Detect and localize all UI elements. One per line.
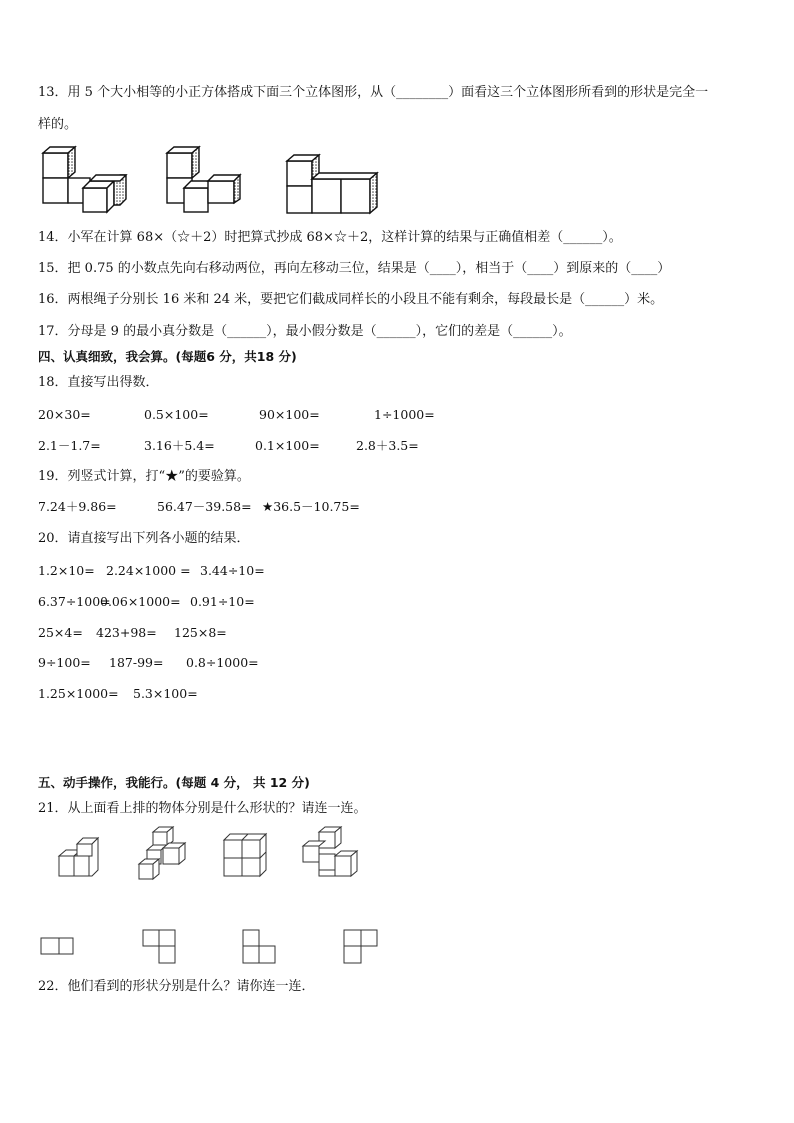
q21-top-view-shapes — [38, 928, 388, 968]
q18-title: 18．直接写出得数． — [38, 375, 159, 390]
q13-line2: 样的。 — [38, 117, 78, 132]
q13-cube-figures — [38, 143, 388, 218]
q15: 15．把 0.75 的小数点先向右移动两位，再向左移动三位，结果是（____），相当于（____）到原来的（____） — [38, 261, 671, 276]
section-5-heading: 五、动手操作，我能行。(每题 4 分， 共 12 分) — [38, 775, 310, 790]
q20-r1-c2: 2.24×1000 = — [106, 563, 191, 578]
q18-r2-c3: 0.1×100= — [255, 438, 320, 453]
q17: 17．分母是 9 的最小真分数是（______），最小假分数是（______），它们的差是（______）。 — [38, 324, 572, 339]
q20-r4-c2: 187-99= — [109, 655, 164, 670]
q21-object-2 — [139, 827, 185, 879]
q20-r2-c1: 6.37÷100= — [38, 594, 111, 609]
q20-r3-c3: 125×8= — [174, 625, 227, 640]
q22-title: 22．他们看到的形状分别是什么？请你连一连． — [38, 979, 315, 994]
q20-r5-c2: 5.3×100= — [133, 686, 198, 701]
q19-c3: ★36.5－10.75= — [262, 499, 360, 514]
q21-shape-4 — [344, 930, 377, 963]
q20-r2-c2: 0.06×1000= — [100, 594, 181, 609]
q20-r3-c1: 25×4= — [38, 625, 83, 640]
q21-object-3 — [224, 834, 266, 876]
q19-c1: 7.24＋9.86= — [38, 499, 117, 514]
cube-figure-3 — [287, 155, 377, 213]
q18-r1-c3: 90×100= — [259, 407, 320, 422]
q16: 16．两根绳子分别长 16 米和 24 米，要把它们截成同样长的小段且不能有剩余，每段最长是（______）米。 — [38, 292, 664, 307]
q21-shape-3 — [243, 930, 275, 963]
q20-r2-c3: 0.91÷10= — [190, 594, 255, 609]
q20-r5-c1: 1.25×1000= — [38, 686, 119, 701]
q21-cube-objects — [55, 826, 365, 886]
q14: 14．小军在计算 68×（☆＋2）时把算式抄成 68×☆＋2，这样计算的结果与正确值相差（______）。 — [38, 230, 622, 245]
q18-r1-c4: 1÷1000= — [374, 407, 435, 422]
q21-title: 21．从上面看上排的物体分别是什么形状的？请连一连。 — [38, 801, 367, 816]
q18-r1-c1: 20×30= — [38, 407, 91, 422]
q18-r2-c2: 3.16＋5.4= — [144, 438, 215, 453]
q21-shape-1 — [41, 938, 73, 954]
q19-title: 19．列竖式计算，打“★”的要验算。 — [38, 469, 250, 484]
q20-r1-c3: 3.44÷10= — [200, 563, 265, 578]
section-4-heading: 四、认真细致，我会算。(每题6 分，共18 分) — [38, 349, 297, 364]
q21-object-4 — [303, 827, 357, 876]
q20-r4-c3: 0.8÷1000= — [186, 655, 259, 670]
cube-figure-2 — [167, 147, 240, 212]
q20-r1-c1: 1.2×10= — [38, 563, 95, 578]
q18-r2-c4: 2.8＋3.5= — [356, 438, 419, 453]
q18-r2-c1: 2.1－1.7= — [38, 438, 101, 453]
cube-figure-1 — [43, 147, 126, 212]
q13-line1: 13．用 5 个大小相等的小正方体搭成下面三个立体图形，从（________）面看这三个立体图形所看到的形状是完全一 — [38, 85, 709, 100]
q19-c2: 56.47－39.58= — [157, 499, 252, 514]
q20-r4-c1: 9÷100= — [38, 655, 91, 670]
q18-r1-c2: 0.5×100= — [144, 407, 209, 422]
q21-shape-2 — [143, 930, 175, 963]
q21-object-1 — [59, 838, 98, 876]
q20-title: 20．请直接写出下列各小题的结果． — [38, 531, 250, 546]
q20-r3-c2: 423+98= — [96, 625, 157, 640]
